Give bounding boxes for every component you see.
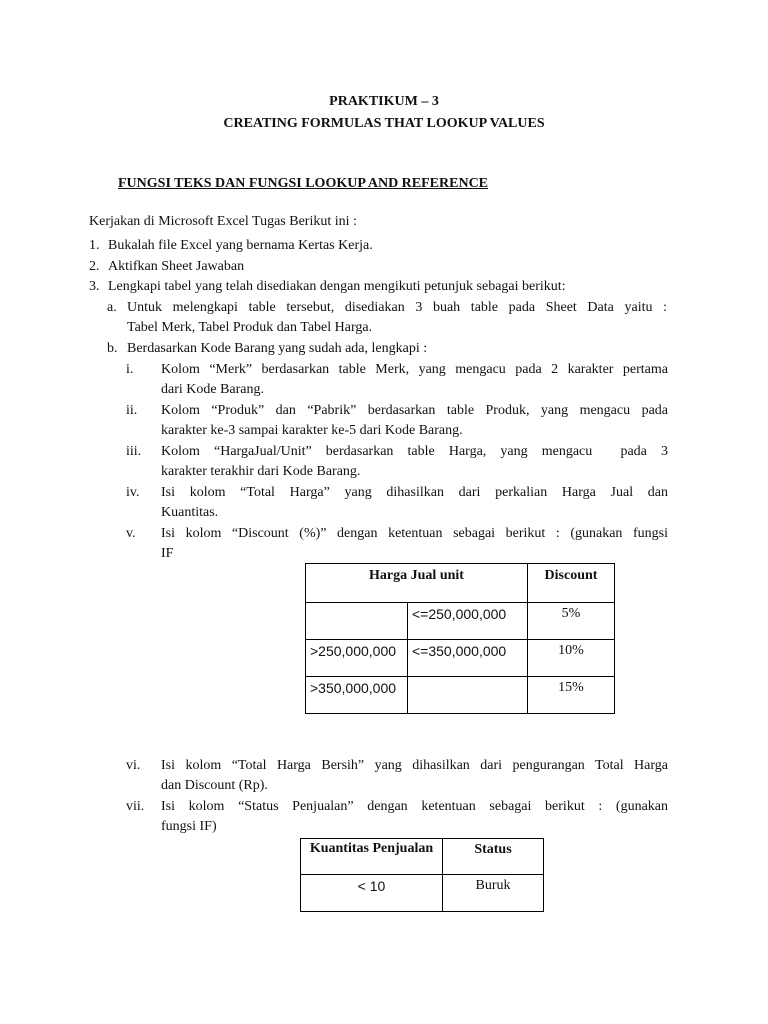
min-cell — [306, 603, 408, 640]
item-line: Kuantitas. — [161, 505, 219, 520]
item-number: iii. — [126, 444, 142, 459]
header-discount: Discount — [528, 564, 615, 603]
step-text: Lengkapi tabel yang telah disediakan dengan mengikuti petunjuk sebagai berikut: — [108, 279, 566, 294]
item-text — [161, 401, 668, 441]
substep-letter: a. — [107, 300, 117, 315]
kuantitas-cell: < 10 — [301, 875, 443, 912]
item-line: IF — [161, 546, 174, 561]
status-cell: Buruk — [443, 875, 544, 912]
item-number: v. — [126, 526, 136, 541]
item-line: dan Discount (Rp). — [161, 778, 268, 793]
document-subtitle: CREATING FORMULAS THAT LOOKUP VALUES — [223, 116, 545, 131]
item-number: iv. — [126, 485, 140, 500]
item-number: i. — [126, 362, 134, 377]
table-row — [301, 875, 544, 912]
min-cell: >350,000,000 — [306, 677, 408, 714]
item-text — [161, 756, 668, 796]
item-line: Isi kolom “Total Harga Bersih” yang dihasilkan dari pengurangan Total Harga — [161, 758, 668, 773]
section-heading: FUNGSI TEKS DAN FUNGSI LOOKUP AND REFERENCE — [118, 176, 489, 191]
item-line: karakter ke-3 sampai karakter ke-5 dari Kode Barang. — [161, 423, 463, 438]
substep-text — [127, 298, 667, 338]
table-row — [306, 603, 615, 640]
item-line: dari Kode Barang. — [161, 382, 265, 397]
item-text — [161, 483, 668, 523]
item-line: Isi kolom “Total Harga” yang dihasilkan dari perkalian Harga Jual dan — [161, 485, 668, 500]
status-table — [300, 838, 544, 912]
item-line: Kolom “Produk” dan “Pabrik” berdasarkan table Produk, yang mengacu pada — [161, 403, 668, 418]
intro-text: Kerjakan di Microsoft Excel Tugas Berikut ini : — [89, 214, 357, 229]
item-text — [161, 360, 668, 400]
max-cell: <=250,000,000 — [408, 603, 528, 640]
substep-line: Untuk melengkapi table tersebut, disediakan 3 buah table pada Sheet Data yaitu : — [127, 300, 667, 315]
item-text — [161, 524, 668, 564]
item-number: vi. — [126, 758, 141, 773]
discount-cell: 5% — [528, 603, 615, 640]
item-number: ii. — [126, 403, 138, 418]
table-row — [306, 677, 615, 714]
max-cell — [408, 677, 528, 714]
item-text — [161, 797, 668, 837]
header-kuantitas: Kuantitas Penjualan — [301, 839, 443, 875]
document-title: PRAKTIKUM – 3 — [329, 94, 439, 109]
step-text: Bukalah file Excel yang bernama Kertas Kerja. — [108, 238, 373, 253]
step-number: 1. — [89, 238, 100, 253]
discount-cell: 10% — [528, 640, 615, 677]
substep-line: Tabel Merk, Tabel Produk dan Tabel Harga. — [127, 320, 373, 335]
discount-cell: 15% — [528, 677, 615, 714]
discount-table — [305, 563, 615, 714]
step-number: 3. — [89, 279, 100, 294]
step-number: 2. — [89, 259, 100, 274]
item-line: karakter terakhir dari Kode Barang. — [161, 464, 361, 479]
item-number: vii. — [126, 799, 145, 814]
item-line: Isi kolom “Discount (%)” dengan ketentuan sebagai berikut : (gunakan fungsi — [161, 526, 668, 541]
header-status: Status — [443, 839, 544, 875]
item-line: Isi kolom “Status Penjualan” dengan ketentuan sebagai berikut : (gunakan — [161, 799, 668, 814]
min-cell: >250,000,000 — [306, 640, 408, 677]
max-cell: <=350,000,000 — [408, 640, 528, 677]
step-text: Aktifkan Sheet Jawaban — [108, 259, 245, 274]
item-line: fungsi IF) — [161, 819, 217, 834]
item-line: Kolom “HargaJual/Unit” berdasarkan table Harga, yang mengacu pada 3 — [161, 444, 668, 459]
header-harga-jual: Harga Jual unit — [306, 564, 528, 603]
substep-letter: b. — [107, 341, 118, 356]
item-line: Kolom “Merk” berdasarkan table Merk, yang mengacu pada 2 karakter pertama — [161, 362, 668, 377]
substep-text: Berdasarkan Kode Barang yang sudah ada, lengkapi : — [127, 341, 428, 356]
item-text — [161, 442, 668, 482]
table-row — [306, 640, 615, 677]
